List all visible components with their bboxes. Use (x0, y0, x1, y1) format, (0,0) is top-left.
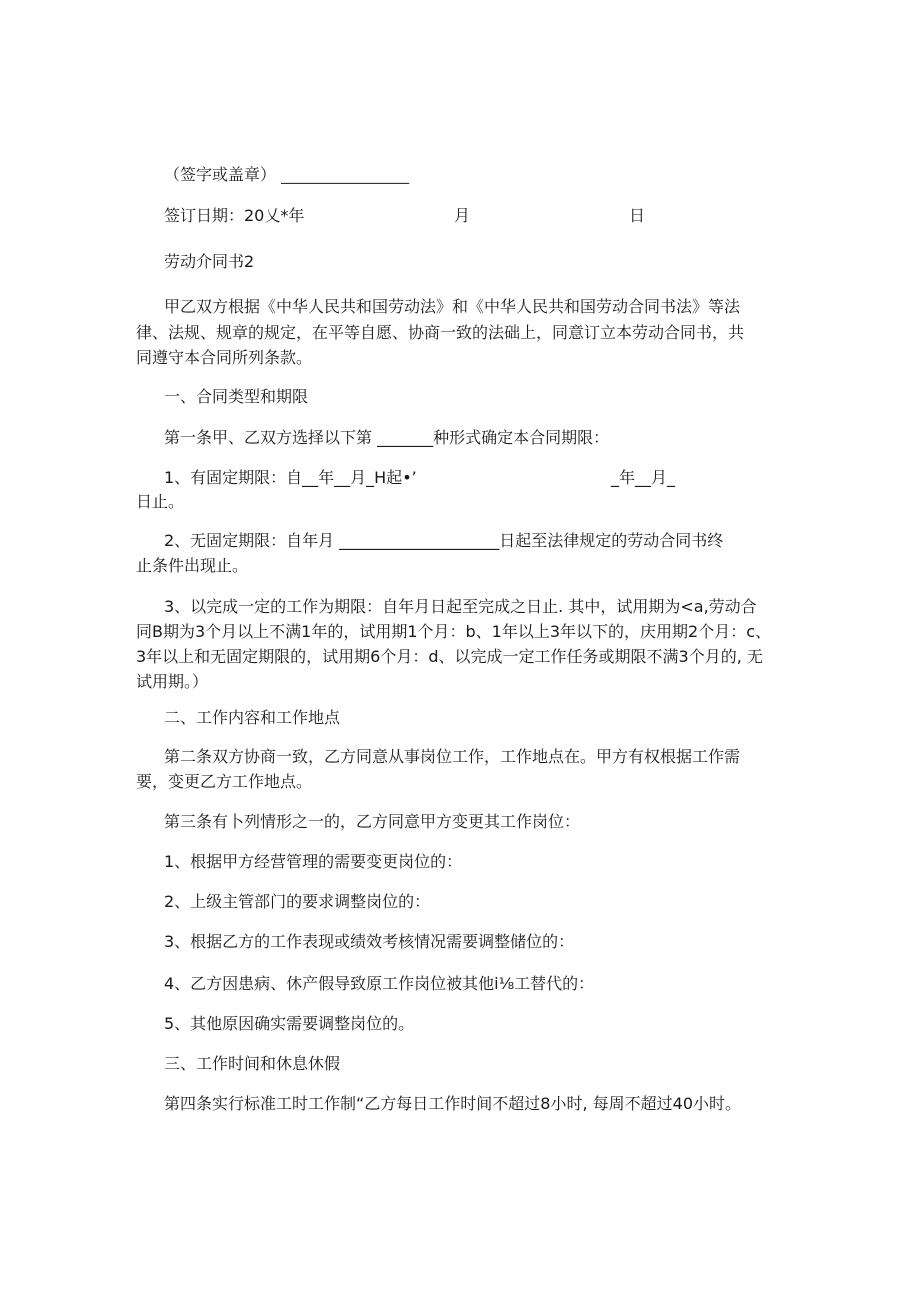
article1: 第一条甲、乙双方选择以下第 _______种形式确定本合同期限： (164, 428, 610, 447)
list-item: 2、上级主管部门的要求调整岗位的： (164, 892, 431, 911)
list-item: 5、其他原因确实需要调整岗位的。 (164, 1014, 415, 1033)
document-title: 劳动介同书2 (164, 252, 255, 271)
item1-text-a: 1、有固定期限：自__年__月_H起•’ (164, 468, 417, 487)
article2-line-2: 要，变更乙方工作地点。 (136, 772, 313, 791)
item1-text-c: 日止。 (136, 492, 185, 511)
signature-label: （签字或盖章） (164, 165, 277, 184)
item3-line-2: 同B期为3个月以上不满1年的，试用期1个月：b、1年以上3年以下的，庆用期2个月：c、 (136, 622, 772, 641)
list-item: 1、根据甲方经营管理的需要变更岗位的： (164, 852, 463, 871)
section2-heading: 二、工作内容和工作地点 (164, 708, 341, 727)
sign-date-label: 签订日期：20乂*年 (164, 206, 305, 225)
sign-date-day: 日 (629, 206, 646, 225)
signature-blank: ________________ (281, 165, 410, 184)
sign-date-month: 月 (454, 206, 471, 225)
item2-text-a: 2、无固定期限：自年月 ____________________日起至法律规定的劳动合同书终 (164, 531, 724, 550)
article3: 第三条有卜列情形之一的，乙方同意甲方变更其工作岗位： (164, 812, 581, 831)
signature-line (164, 165, 409, 185)
intro-line-1: 甲乙双方根据《中华人民共和国劳动法》和《中华人民共和国劳动合同书法》等法 (164, 297, 741, 316)
list-item: 3、根据乙方的工作表现或绩效考核情况需要调整储位的： (164, 932, 575, 951)
article2-line-1: 第二条双方协商一致，乙方同意从事岗位工作，工作地点在。甲方有权根据工作需 (164, 747, 741, 766)
item1-text-b: _年__月_ (611, 468, 676, 487)
section1-heading: 一、合同类型和期限 (164, 387, 309, 406)
item3-line-1: 3、以完成一定的工作为期限：自年月日起至完成之日止. 其中，试用期为<a,劳动合 (164, 597, 757, 616)
intro-line-2: 律、法规、规章的规定，在平等自愿、协商一致的法础上，同意订立本劳动合同书，共 (136, 323, 745, 342)
item3-line-4: 试用期。） (136, 672, 209, 691)
intro-line-3: 同遵守本合同所列条款。 (136, 348, 313, 367)
article4: 第四条实行标准工时工作制“乙方每日工作时间不超过8小时, 每周不超过40小时。 (164, 1094, 742, 1113)
item3-line-3: 3年以上和无固定期限的，试用期6个月：d、以完成一定工作任务或期限不满3个月的, 无 (136, 647, 763, 666)
section3-heading: 三、工作时间和休息休假 (164, 1054, 341, 1073)
item2-text-b: 止条件出现止。 (136, 556, 249, 575)
list-item: 4、乙方因患病、休产假导致原工作岗位被其他i⅛工替代的： (164, 974, 595, 993)
